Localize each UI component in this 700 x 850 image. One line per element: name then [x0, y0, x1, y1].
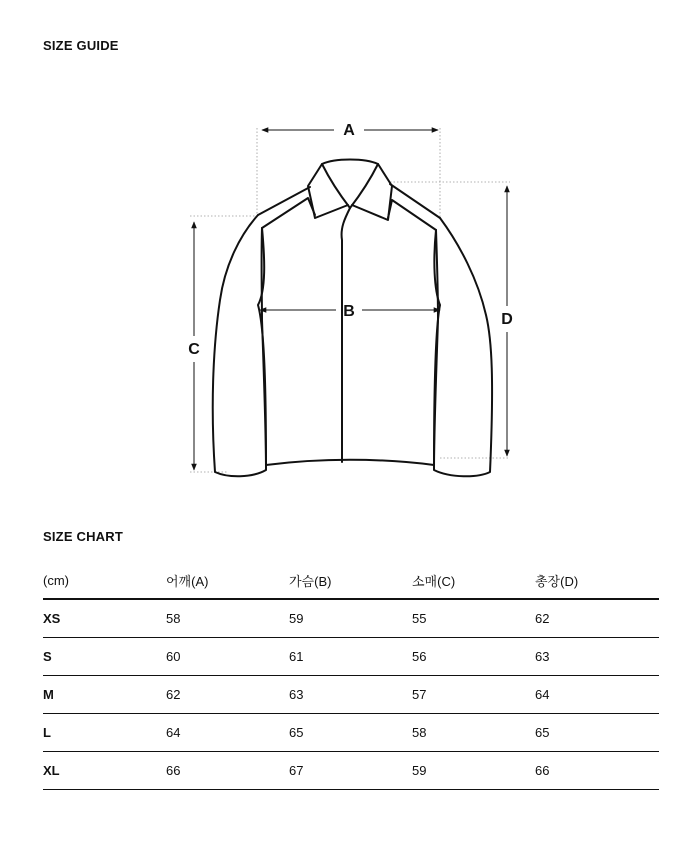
size-guide-title: SIZE GUIDE	[43, 38, 119, 53]
value-cell: 60	[166, 638, 289, 676]
table-header-row	[43, 562, 659, 599]
value-cell: 61	[289, 638, 412, 676]
label-b: B	[343, 303, 355, 320]
table-row	[43, 714, 659, 752]
table-row	[43, 599, 659, 638]
size-cell: XS	[43, 599, 166, 638]
table-row	[43, 676, 659, 714]
value-cell: 62	[166, 676, 289, 714]
value-cell: 62	[535, 599, 659, 638]
size-cell: M	[43, 676, 166, 714]
header-shoulder: 어깨(A)	[166, 562, 289, 599]
value-cell: 57	[412, 676, 535, 714]
header-length: 총장(D)	[535, 562, 659, 599]
guide-lines	[190, 128, 510, 472]
value-cell: 63	[289, 676, 412, 714]
value-cell: 63	[535, 638, 659, 676]
size-cell: XL	[43, 752, 166, 790]
value-cell: 65	[535, 714, 659, 752]
value-cell: 66	[166, 752, 289, 790]
value-cell: 55	[412, 599, 535, 638]
table-row	[43, 752, 659, 790]
label-a: A	[343, 122, 355, 139]
measurement-arrows	[194, 130, 507, 470]
value-cell: 65	[289, 714, 412, 752]
size-cell: L	[43, 714, 166, 752]
value-cell: 64	[535, 676, 659, 714]
value-cell: 64	[166, 714, 289, 752]
size-cell: S	[43, 638, 166, 676]
value-cell: 56	[412, 638, 535, 676]
header-sleeve: 소매(C)	[412, 562, 535, 599]
header-chest: 가슴(B)	[289, 562, 412, 599]
value-cell: 59	[289, 599, 412, 638]
value-cell: 58	[166, 599, 289, 638]
label-d: D	[501, 311, 513, 328]
size-chart-table	[43, 562, 659, 790]
size-chart-title: SIZE CHART	[43, 529, 123, 544]
table-row	[43, 638, 659, 676]
value-cell: 66	[535, 752, 659, 790]
value-cell: 67	[289, 752, 412, 790]
label-c: C	[188, 341, 200, 358]
value-cell: 59	[412, 752, 535, 790]
header-unit: (cm)	[43, 562, 166, 599]
value-cell: 58	[412, 714, 535, 752]
